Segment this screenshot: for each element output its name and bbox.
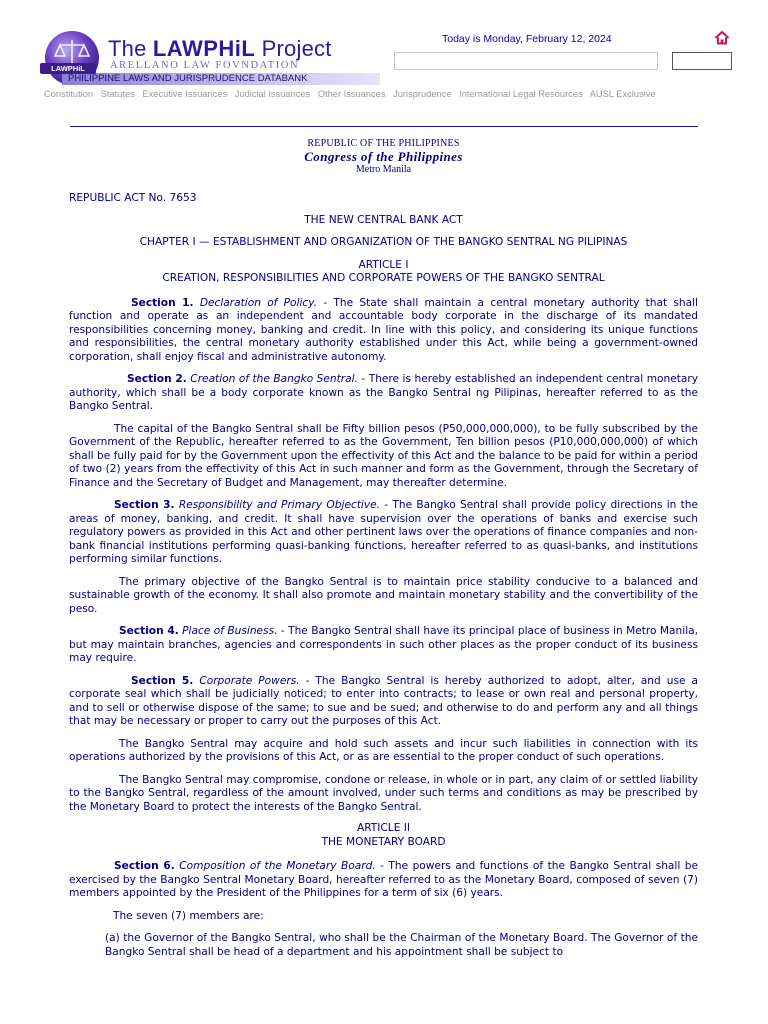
section-2-paragraph-2: The capital of the Bangko Sentral shall be Fifty billion pesos (P50,000,000,000), to be fully subscribed by the Government of the Republic, hereafter referred to as the Government, Ten billion pesos (P10,000,000,000) of which shall be fully paid for by the Government upon the effectivity of this Act and the balance to be paid for within a period of two (2) years from the effectivity of this Act in such manner and form as the Government, through the Secretary of Finance and the Secretary of Budget and Management, may thereafter determine. — [69, 422, 698, 489]
section-3-text: - The Bangko Sentral shall provide policy directions in the areas of money, banking, and credit. It shall have supervision over the operations of banks and exercise such regulatory powers as provided in this Act and other pertinent laws over the operations of finance companies and non-bank financial institutions performing quasi-banking functions, hereafter referred to as quasi-banks, and institutions performing similar functions. — [69, 499, 699, 565]
nav-item-judicial-issuances[interactable]: Judicial Issuances — [234, 89, 311, 99]
article-2-title: THE MONETARY BOARD — [321, 835, 446, 848]
section-5-paragraph-2: The Bangko Sentral may acquire and hold such assets and incur such liabilities in connection with its operations authorized by the provisions of this Act, or as are essential to the proper conduct of such operations. — [69, 737, 698, 763]
section-5-text: - The Bangko Sentral is hereby authorized to adopt, alter, and use a corporate seal which shall be judicially noticed; to enter into contracts; to lease or own real and personal property, and to sell or otherwise dispose of the same; to sue and be sued; and otherwise to do and perform any and all things that may be necessary or proper to carry out the purposes of this Act. — [69, 674, 698, 727]
site-title-brand: LAWPHiL — [152, 36, 256, 61]
masthead-republic: REPUBLIC OF THE PHILIPPINES — [307, 138, 460, 149]
section-6-title: Composition of the Monetary Board. — [179, 860, 376, 872]
section-5-title: Corporate Powers. — [199, 674, 300, 687]
act-number: REPUBLIC ACT No. 7653 — [69, 192, 197, 204]
header-divider — [70, 126, 698, 127]
main-nav — [44, 89, 661, 99]
section-3-paragraph-2: The primary objective of the Bangko Sentral is to maintain price stability conducive to a balanced and sustainable growth of the economy. It shall also promote and maintain monetary stability and the convertibility of the peso. — [69, 575, 698, 615]
nav-item-ausl-exclusive[interactable]: AUSL Exclusive — [589, 89, 656, 99]
section-4-text: - The Bangko Sentral shall have its principal place of business in Metro Manila, but may maintain branches, agencies and correspondents in such other places as the proper conduct of its business may require. — [69, 625, 698, 664]
document-body — [69, 138, 698, 959]
section-4 — [69, 625, 698, 666]
nav-item-statutes[interactable]: Statutes — [100, 89, 135, 99]
nav-item-international-legal-resources[interactable]: International Legal Resources — [459, 89, 583, 99]
section-3-title: Responsibility and Primary Objective. — [178, 499, 381, 511]
section-2-label: Section 2. — [127, 373, 187, 385]
section-1 — [69, 297, 698, 365]
section-3 — [69, 499, 698, 567]
section-1-text: - The State shall maintain a central monetary authority that shall function and operate as an independent and accountable body corporate in the discharge of its mandated responsibilities concerning money, banking and credit. In line with this policy, and considering its unique functions and responsibilities, the central monetary authority established under this Act, while being a government-owned corporation, shall enjoy fiscal and administrative autonomy. — [69, 296, 699, 363]
section-5-paragraph-3: The Bangko Sentral may compromise, condone or release, in whole or in part, any claim of or settled liability to the Bangko Sentral, regardless of the amount involved, under such terms and conditions as may be prescribed by the Monetary Board to protect the interests of the Bangko Sentral. — [69, 773, 698, 813]
section-4-label: Section 4. — [119, 625, 179, 637]
section-6-paragraph-2: The seven (7) members are: — [113, 909, 264, 922]
section-2 — [69, 373, 698, 414]
masthead-congress: Congress of the Philippines — [304, 149, 463, 164]
masthead — [69, 138, 698, 176]
chapter-heading: CHAPTER I — ESTABLISHMENT AND ORGANIZATION OF THE BANGKO SENTRAL NG PILIPINAS — [139, 236, 628, 248]
home-icon[interactable] — [714, 30, 730, 46]
site-title-suffix: Project — [255, 36, 332, 61]
foundation-name: ARELLANO LAW FOVNDATION — [110, 60, 300, 71]
nav-item-other-issuances[interactable]: Other Issuances — [317, 89, 386, 99]
section-5 — [69, 675, 698, 729]
section-6-item-a: (a) the Governor of the Bangko Sentral, who shall be the Chairman of the Monetary Board. The Governor of the Bangko Sentral shall be head of a department and his appointment shall be subject to — [105, 932, 698, 958]
act-title: THE NEW CENTRAL BANK ACT — [304, 213, 463, 226]
section-6-text: - The powers and functions of the Bangko Sentral shall be exercised by the Bangko Sentral Monetary Board, hereafter referred to as the Monetary Board, composed of seven (7) members appointed by the President of the Philippines for a term of six (6) years. — [69, 860, 699, 899]
article-1-title: CREATION, RESPONSIBILITIES AND CORPORATE POWERS OF THE BANGKO SENTRAL — [162, 272, 605, 284]
section-4-title: Place of Business. — [182, 625, 278, 637]
databank-label: PHILIPPINE LAWS AND JURISPRUDENCE DATABANK — [68, 73, 308, 84]
nav-item-constitution[interactable]: Constitution — [44, 89, 94, 99]
section-2-title: Creation of the Bangko Sentral. — [190, 373, 358, 385]
masthead-city: Metro Manila — [355, 164, 412, 175]
site-title[interactable] — [108, 36, 332, 62]
logo-badge-label: LAWPHiL — [40, 63, 96, 74]
search-button[interactable] — [672, 52, 732, 70]
section-1-title: Declaration of Policy. — [199, 296, 318, 309]
search-input[interactable] — [394, 52, 658, 70]
site-title-prefix: The — [108, 36, 153, 61]
date-line: Today is Monday, February 12, 2024 — [442, 33, 612, 45]
section-2-text: - There is hereby established an independent central monetary authority, which shall be a body corporate known as the Bangko Sentral ng Pilipinas, hereafter referred to as the Bangko Sentral. — [69, 373, 698, 412]
section-6-label: Section 6. — [114, 860, 175, 872]
nav-item-executive-issuances[interactable]: Executive Issuances — [142, 89, 228, 99]
section-6 — [69, 860, 698, 901]
nav-item-jurisprudence[interactable]: Jurisprudence — [393, 89, 452, 99]
section-5-label: Section 5. — [131, 674, 194, 687]
section-3-label: Section 3. — [114, 499, 175, 511]
article-1-heading: ARTICLE I — [358, 258, 409, 271]
section-1-label: Section 1. — [131, 296, 194, 309]
article-2-heading: ARTICLE II — [356, 822, 411, 834]
